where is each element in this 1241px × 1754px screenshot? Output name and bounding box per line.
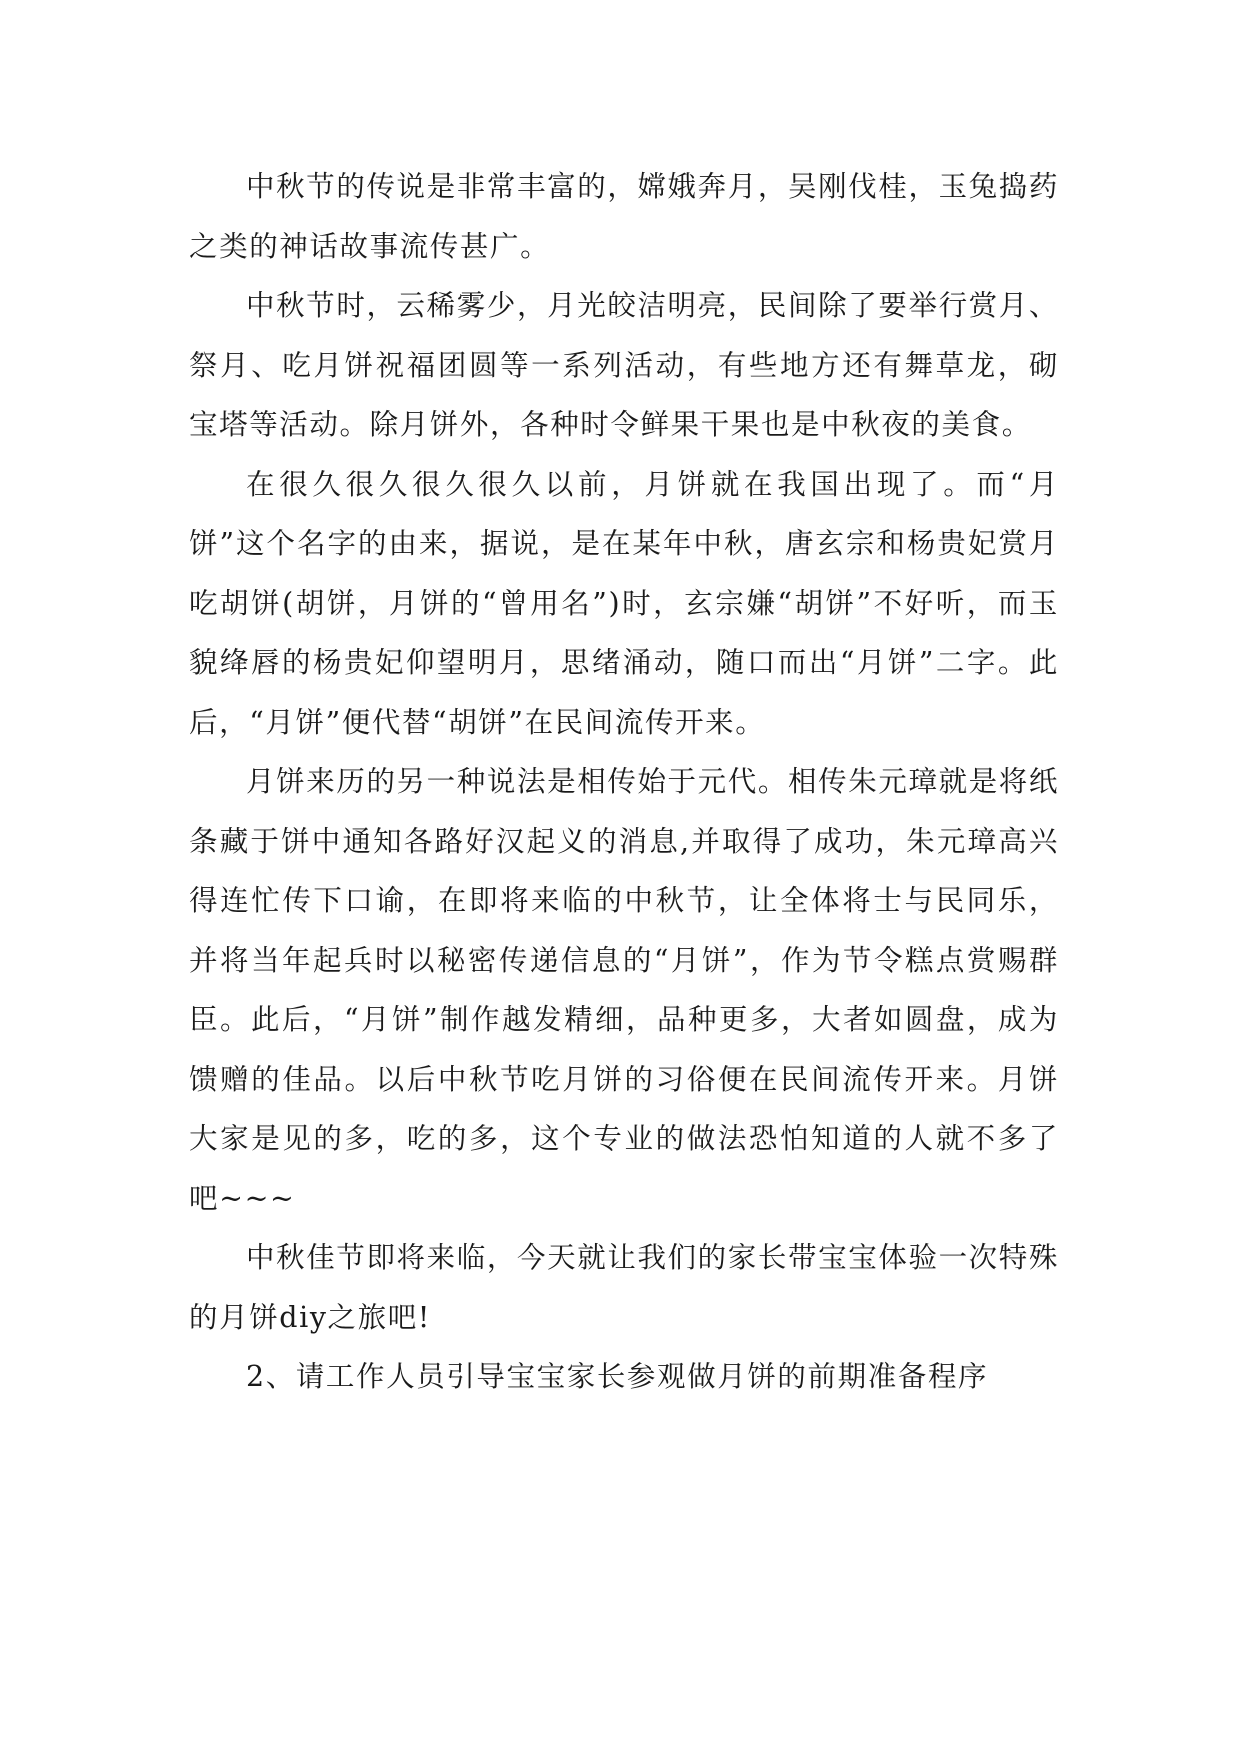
paragraph-diy-invitation: 中秋佳节即将来临，今天就让我们的家长带宝宝体验一次特殊的月饼diy之旅吧! — [189, 1241, 1059, 1334]
paragraph-festival-activities: 中秋节时，云稀雾少，月光皎洁明亮，民间除了要举行赏月、祭月、吃月饼祝福团圆等一系列活动，有些地方还有舞草龙，砌宝塔等活动。除月饼外，各种时令鲜果干果也是中秋夜的美食。 — [189, 289, 1059, 441]
document-body — [189, 157, 1059, 1407]
paragraph-legends: 中秋节的传说是非常丰富的，嫦娥奔月，吴刚伐桂，玉兔捣药之类的神话故事流传甚广。 — [189, 170, 1059, 263]
paragraph-step-2: 2、请工作人员引导宝宝家长参观做月饼的前期准备程序 — [246, 1360, 989, 1393]
paragraph-mooncake-name-origin: 在很久很久很久很久以前，月饼就在我国出现了。而“月饼”这个名字的由来，据说，是在某年中秋，唐玄宗和杨贵妃赏月吃胡饼(胡饼，月饼的“曾用名”)时，玄宗嫌“胡饼”不好听，而玉貌绛唇的杨贵妃仰望明月，思绪涌动，随口而出“月饼”二字。此后，“月饼”便代替“胡饼”在民间流传开来。 — [189, 467, 1059, 739]
paragraph-yuan-dynasty-origin: 月饼来历的另一种说法是相传始于元代。相传朱元璋就是将纸条藏于饼中通知各路好汉起义的消息,并取得了成功，朱元璋高兴得连忙传下口谕，在即将来临的中秋节，让全体将士与民同乐，并将当年起兵时以秘密传递信息的“月饼”，作为节令糕点赏赐群臣。此后，“月饼”制作越发精细，品种更多，大者如圆盘，成为馈赠的佳品。以后中秋节吃月饼的习俗便在民间流传开来。月饼大家是见的多，吃的多，这个专业的做法恐怕知道的人就不多了吧~~~ — [189, 765, 1059, 1215]
